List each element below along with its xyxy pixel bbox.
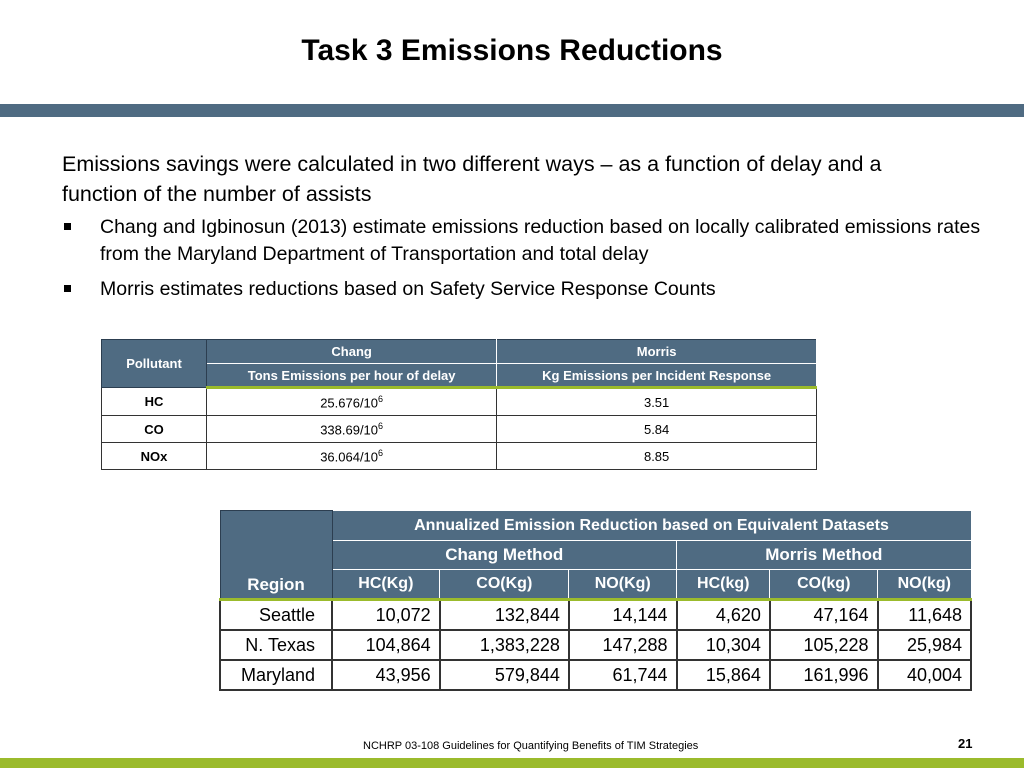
- chang-rate-cell: [207, 416, 497, 443]
- morris-method-header: Morris Method: [677, 541, 971, 570]
- column-header: CO(kg): [770, 570, 878, 600]
- chang-rate-value: 36.064/10: [320, 449, 379, 465]
- table-row: [102, 416, 817, 443]
- morris-header: Morris: [497, 340, 817, 364]
- value-cell: 25,984: [878, 630, 971, 660]
- morris-rate-cell: 5.84: [497, 416, 817, 443]
- footer-accent-band: [0, 758, 1024, 768]
- table-row: [102, 388, 817, 416]
- region-cell: Seattle: [220, 600, 332, 631]
- morris-rate-cell: 3.51: [497, 388, 817, 416]
- intro-paragraph: Emissions savings were calculated in two different ways – as a function of delay and a function of the number of assists: [62, 152, 882, 206]
- table-row: [220, 630, 971, 660]
- value-cell: 1,383,228: [440, 630, 569, 660]
- value-cell: 579,844: [440, 660, 569, 690]
- column-header: CO(Kg): [440, 570, 569, 600]
- value-cell: 10,304: [677, 630, 770, 660]
- value-cell: 105,228: [770, 630, 878, 660]
- chang-rate-cell: [207, 388, 497, 416]
- value-cell: 43,956: [332, 660, 440, 690]
- bullet-item: [62, 276, 992, 303]
- value-cell: 11,648: [878, 600, 971, 631]
- table-row: [102, 443, 817, 470]
- morris-rate-cell: 8.85: [497, 443, 817, 470]
- column-header: NO(Kg): [569, 570, 677, 600]
- footer-text: NCHRP 03-108 Guidelines for Quantifying Benefits of TIM Strategies: [363, 740, 699, 752]
- value-cell: 14,144: [569, 600, 677, 631]
- pollutant-cell: HC: [102, 388, 207, 416]
- table-row: [220, 660, 971, 690]
- exponent: 6: [378, 393, 384, 404]
- column-header: HC(kg): [677, 570, 770, 600]
- exponent: 6: [378, 420, 384, 431]
- region-cell: N. Texas: [220, 630, 332, 660]
- bullet-item: [62, 214, 992, 268]
- value-cell: 61,744: [569, 660, 677, 690]
- pollutant-cell: NOx: [102, 443, 207, 470]
- value-cell: 147,288: [569, 630, 677, 660]
- bullet-text: Chang and Igbinosun (2013) estimate emissions reduction based on locally calibrated emissions rates from the Maryland Department of Transportation and total delay: [100, 216, 981, 265]
- title-divider-band: [0, 104, 1024, 117]
- chang-subheader: Tons Emissions per hour of delay: [207, 364, 497, 388]
- chang-rate-value: 25.676/10: [320, 395, 379, 411]
- square-bullet-icon: [64, 285, 71, 292]
- chang-rate-value: 338.69/10: [320, 422, 379, 438]
- morris-subheader: Kg Emissions per Incident Response: [497, 364, 817, 388]
- emission-rates-table: [101, 339, 817, 470]
- bullet-text: Morris estimates reductions based on Safety Service Response Counts: [100, 278, 716, 300]
- value-cell: 104,864: [332, 630, 440, 660]
- value-cell: 4,620: [677, 600, 770, 631]
- pollutant-header: Pollutant: [102, 340, 207, 388]
- page-number: 21: [958, 736, 973, 751]
- value-cell: 15,864: [677, 660, 770, 690]
- value-cell: 161,996: [770, 660, 878, 690]
- table-row: [220, 600, 971, 631]
- value-cell: 132,844: [440, 600, 569, 631]
- annualized-title-header: Annualized Emission Reduction based on Equivalent Datasets: [332, 511, 971, 541]
- chang-rate-cell: [207, 443, 497, 470]
- value-cell: 47,164: [770, 600, 878, 631]
- region-header: Region: [220, 511, 332, 600]
- slide-title: Task 3 Emissions Reductions: [301, 34, 723, 67]
- column-header: NO(kg): [878, 570, 971, 600]
- column-header: HC(Kg): [332, 570, 440, 600]
- value-cell: 40,004: [878, 660, 971, 690]
- chang-method-header: Chang Method: [332, 541, 677, 570]
- square-bullet-icon: [64, 223, 71, 230]
- region-cell: Maryland: [220, 660, 332, 690]
- bullet-list: [62, 214, 992, 311]
- value-cell: 10,072: [332, 600, 440, 631]
- pollutant-cell: CO: [102, 416, 207, 443]
- annualized-reduction-table: [219, 510, 972, 691]
- exponent: 6: [378, 447, 384, 458]
- chang-header: Chang: [207, 340, 497, 364]
